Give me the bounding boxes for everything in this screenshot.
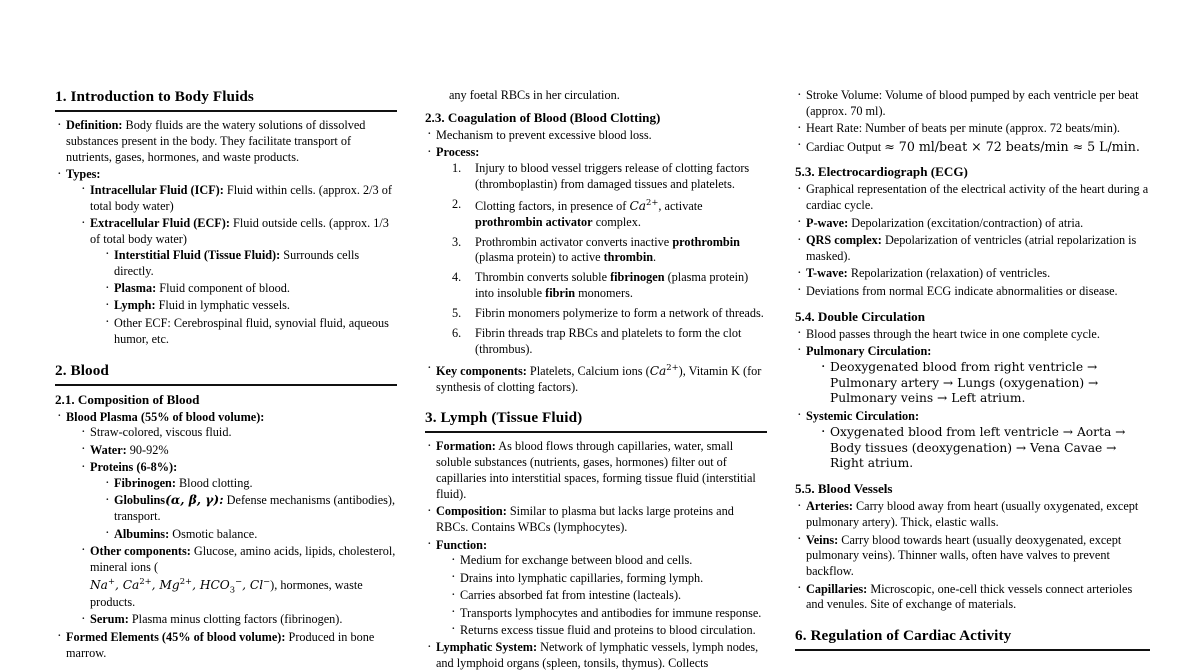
function-item-5: · Returns excess tissue fluid and proteins to blood circulation.: [449, 623, 767, 639]
list-item-plasma: [103, 281, 397, 297]
process-step-2: [449, 197, 767, 231]
blood-vessels-list: [795, 499, 1150, 613]
arteries-text: Carry blood away from heart (usually oxygenated, except pulmonary artery). Thick, elastic walls.: [806, 499, 1139, 530]
formation-text: As blood flows through capillaries, water, small soluble substances (nutrients, gases, hormones) filter out of capillaries into interstitial spaces, forming tissue fluid (interstitial fluid).: [436, 439, 756, 502]
albumins-text: Osmotic balance.: [169, 526, 258, 541]
list-item-definition: [55, 118, 397, 166]
step3-bold-b: thrombin: [603, 250, 654, 265]
column-1: [55, 88, 397, 660]
other-components-text-b: ), hormones, waste products.: [90, 577, 363, 610]
proteins-sublist: [103, 476, 397, 542]
subsection-heading-5-5: 5.5. Blood Vessels: [795, 481, 893, 497]
albumins-label: Albumins:: [114, 526, 170, 541]
list-item-pulmonary: [795, 344, 1150, 407]
serum-text: Plasma minus clotting factors (fibrinogen).: [128, 612, 343, 627]
list-item-key-components: [425, 362, 767, 396]
continuation-line: any foetal RBCs in her circulation.: [449, 88, 620, 102]
globulins-label: Globulins: [114, 493, 166, 508]
step4-bold-a: fibrinogen: [610, 270, 665, 285]
key-components-label: Key components:: [436, 363, 527, 378]
section-heading-3: 3. Lymph (Tissue Fluid): [425, 409, 767, 433]
systemic-sublist: [819, 425, 1150, 473]
capillaries-label: Capillaries:: [806, 581, 868, 596]
list-item-other-ecf: · Other ECF: Cerebrospinal fluid, synovial fluid, aqueous humor, etc.: [103, 316, 397, 348]
formed-elements-text: Produced in bone marrow.: [66, 629, 375, 660]
list-item-qrs: [795, 233, 1150, 265]
lymphatic-system-label: Lymphatic System:: [436, 640, 538, 655]
process-step-1: Injury to blood vessel triggers release of clotting factors (thromboplastin) from damaged tissues and platelets.: [475, 161, 750, 191]
ecf-text: Fluid outside cells. (approx. 1/3 of total body water): [90, 216, 389, 247]
key-components-formula: $Ca^{2+}$: [649, 361, 679, 378]
list-item-serum: [79, 612, 397, 628]
list-item-process: [425, 145, 767, 357]
list-item-lymph: [103, 298, 397, 314]
three-column-layout: [0, 88, 1191, 671]
key-components-text-b: ), Vitamin K (for synthesis of clotting factors).: [436, 363, 762, 394]
list-item-formed-elements: [55, 630, 397, 662]
list-item-mechanism: · Mechanism to prevent excessive blood loss.: [425, 128, 767, 144]
step3-text-c: .: [653, 250, 657, 265]
blood-plasma-label: Blood Plasma (55% of blood volume):: [66, 409, 265, 424]
list-item-proteins: [79, 460, 397, 542]
subsection-heading-2-3: 2.3. Coagulation of Blood (Blood Clotting): [425, 109, 661, 125]
systemic-path: · Oxygenated blood from left ventricle → Aorta → Body tissues (deoxygenation) → Vena Cavae → Right atrium.: [819, 425, 1150, 473]
subsection-heading-5-3: 5.3. Electrocardiograph (ECG): [795, 164, 968, 180]
pulmonary-sublist: [819, 360, 1150, 408]
pulmonary-path: · Deoxygenated blood from right ventricle → Pulmonary artery → Lungs (oxygenation) → Pulmonary veins → Left atrium.: [819, 360, 1150, 408]
other-components-text-a: Glucose, amino acids, lipids, cholesterol, mineral ions (: [90, 543, 396, 574]
interstitial-text: Surrounds cells directly.: [114, 247, 360, 278]
qrs-text: Depolarization of ventricles (atrial repolarization is masked).: [806, 233, 1137, 263]
list-item-capillaries: [795, 582, 1150, 614]
plasma-sublist: [79, 425, 397, 628]
t-wave-label: T-wave:: [806, 266, 848, 281]
cardiac-output-label: Cardiac Output: [806, 139, 882, 154]
coagulation-list: [425, 128, 767, 396]
lymph-label: Lymph:: [114, 298, 156, 313]
pulmonary-label: Pulmonary Circulation:: [806, 343, 932, 358]
process-steps: [449, 161, 767, 358]
list-item-arteries: [795, 499, 1150, 531]
list-item-function: [425, 538, 767, 639]
list-item-lymphatic-system: [425, 640, 767, 672]
function-item-4: · Transports lymphocytes and antibodies for immune response.: [449, 606, 767, 622]
types-label: Types:: [66, 167, 101, 182]
other-components-label: Other components:: [90, 543, 191, 558]
list-item-graphical: · Graphical representation of the electrical activity of the heart during a cardiac cycle.: [795, 182, 1150, 214]
veins-label: Veins:: [806, 532, 839, 547]
section-heading-1: 1. Introduction to Body Fluids: [55, 88, 397, 112]
list-item-icf: [79, 183, 397, 215]
mineral-ions-formula: Na+, $Ca^{2+}$, $Mg^{2+}$, $HCO_3^-$, Cl−: [90, 575, 271, 595]
step3-text-a: Prothrombin activator converts inactive: [475, 234, 673, 249]
process-label: Process:: [436, 145, 480, 160]
capillaries-text: Microscopic, one-cell thick vessels connect arterioles and venules. Site of exchange of materials.: [806, 581, 1133, 612]
water-text: 90-92%: [126, 442, 169, 457]
double-circulation-list: [795, 327, 1150, 473]
lymphatic-system-text: Network of lymphatic vessels, lymph nodes, and lymphoid organs (spleen, tonsils, thymus). Collects: [436, 640, 759, 671]
intro-list: [55, 118, 397, 348]
interstitial-label: Interstitial Fluid (Tissue Fluid):: [114, 247, 281, 262]
icf-label: Intracellular Fluid (ICF):: [90, 182, 224, 197]
formation-label: Formation:: [436, 439, 496, 454]
list-item-formation: [425, 439, 767, 502]
composition-list: [55, 410, 397, 662]
process-step-6: Fibrin threads trap RBCs and platelets to form the clot (thrombus).: [475, 325, 742, 356]
cardiac-output-formula: ≈ 70 ml/beat × 72 beats/min ≈ 5 L/min.: [884, 138, 1140, 154]
step4-text-b: (plasma protein) into insoluble: [475, 270, 749, 301]
systemic-label: Systemic Circulation:: [806, 408, 920, 423]
step2-bold-b: prothrombin activator: [475, 214, 593, 229]
function-item-2: · Drains into lymphatic capillaries, forming lymph.: [449, 571, 767, 587]
section-heading-2: 2. Blood: [55, 362, 397, 386]
process-step-3: [449, 235, 767, 267]
column-2: [425, 88, 767, 671]
ecf-label: Extracellular Fluid (ECF):: [90, 216, 230, 231]
list-item-veins: [795, 533, 1150, 581]
fibrinogen-label: Fibrinogen:: [114, 476, 176, 491]
veins-text: Carry blood towards heart (usually deoxygenated, except pulmonary veins). Thinner walls, often have valves to prevent backflow.: [806, 532, 1122, 579]
function-label: Function:: [436, 537, 488, 552]
process-step-5: Fibrin monomers polymerize to form a network of threads.: [475, 306, 764, 321]
proteins-label: Proteins (6-8%):: [90, 460, 178, 475]
list-item-blood-plasma: [55, 410, 397, 629]
list-item-ecf: [79, 216, 397, 347]
composition-label: Composition:: [436, 504, 507, 519]
list-item-straw: · Straw-colored, viscous fluid.: [79, 425, 397, 441]
qrs-label: QRS complex:: [806, 233, 882, 248]
ecg-list: [795, 182, 1150, 299]
globulins-text: Defense mechanisms (antibodies), transport.: [114, 493, 396, 524]
lymph-list: [425, 439, 767, 672]
globulins-greek: (α, β, γ):: [165, 493, 224, 508]
list-item-p-wave: [795, 216, 1150, 232]
list-item-other-components: [79, 544, 397, 611]
list-item-t-wave: [795, 266, 1150, 282]
section-heading-6: 6. Regulation of Cardiac Activity: [795, 627, 1150, 651]
list-item-types: [55, 167, 397, 347]
function-item-3: · Carries absorbed fat from intestine (lacteals).: [449, 588, 767, 604]
arteries-label: Arteries:: [806, 499, 853, 514]
water-label: Water:: [90, 442, 127, 457]
key-components-text-a: Platelets, Calcium ions (: [526, 363, 650, 378]
icf-text: Fluid within cells. (approx. 2/3 of total body water): [90, 182, 392, 213]
p-wave-text: Depolarization (excitation/contraction) of atria.: [848, 215, 1084, 230]
lymph-text: Fluid in lymphatic vessels.: [155, 298, 290, 313]
list-item-deviations: · Deviations from normal ECG indicate abnormalities or disease.: [795, 284, 1150, 300]
step2-text-b: , activate: [658, 198, 703, 213]
step2-text-c: complex.: [592, 214, 641, 229]
process-step-4: [449, 270, 767, 302]
list-item-interstitial: [103, 248, 397, 280]
subsection-heading-5-4: 5.4. Double Circulation: [795, 308, 925, 324]
serum-label: Serum:: [90, 612, 129, 627]
list-item-albumins: [103, 527, 397, 543]
list-item-globulins: [103, 493, 397, 525]
list-item-water: [79, 443, 397, 459]
definition-text: Body fluids are the watery solutions of dissolved substances present in the body. They facilitate transport of nutrients, gases, hormones, and waste products.: [66, 118, 366, 164]
list-item-twice: · Blood passes through the heart twice in one complete cycle.: [795, 327, 1150, 343]
function-item-1: · Medium for exchange between blood and cells.: [449, 553, 767, 569]
column-3: [795, 88, 1150, 645]
list-item-composition: [425, 504, 767, 536]
list-item-heart-rate: · Heart Rate: Number of beats per minute (approx. 72 beats/min).: [795, 121, 1150, 137]
ecf-sublist: [103, 248, 397, 348]
step4-bold-b: fibrin: [545, 286, 576, 301]
definition-label: Definition:: [66, 118, 123, 133]
list-item-cardiac-output: [795, 139, 1150, 156]
cardiac-metrics-list: [795, 88, 1150, 155]
step4-text-a: Thrombin converts soluble: [475, 270, 611, 285]
composition-text: Similar to plasma but lacks large proteins and RBCs. Contains WBCs (lymphocytes).: [436, 504, 734, 535]
step4-text-c: monomers.: [575, 286, 633, 301]
step2-text-a: Clotting factors, in presence of: [475, 198, 630, 213]
list-item-fibrinogen: [103, 476, 397, 492]
plasma-label: Plasma:: [114, 281, 157, 296]
p-wave-label: P-wave:: [806, 215, 849, 230]
formed-elements-label: Formed Elements (45% of blood volume):: [66, 629, 286, 644]
subsection-heading-2-1: 2.1. Composition of Blood: [55, 391, 200, 407]
function-sublist: [449, 553, 767, 638]
t-wave-text: Repolarization (relaxation) of ventricles.: [847, 266, 1051, 281]
step3-text-b: (plasma protein) to active: [475, 250, 604, 265]
step2-formula: $Ca^{2+}$: [629, 196, 659, 213]
plasma-text: Fluid component of blood.: [156, 281, 290, 296]
step3-bold-a: prothrombin: [672, 234, 740, 249]
list-item-systemic: [795, 409, 1150, 472]
list-item-stroke-volume: · Stroke Volume: Volume of blood pumped by each ventricle per beat (approx. 70 ml).: [795, 88, 1150, 120]
fibrinogen-text: Blood clotting.: [175, 476, 253, 491]
types-sublist: [79, 183, 397, 348]
